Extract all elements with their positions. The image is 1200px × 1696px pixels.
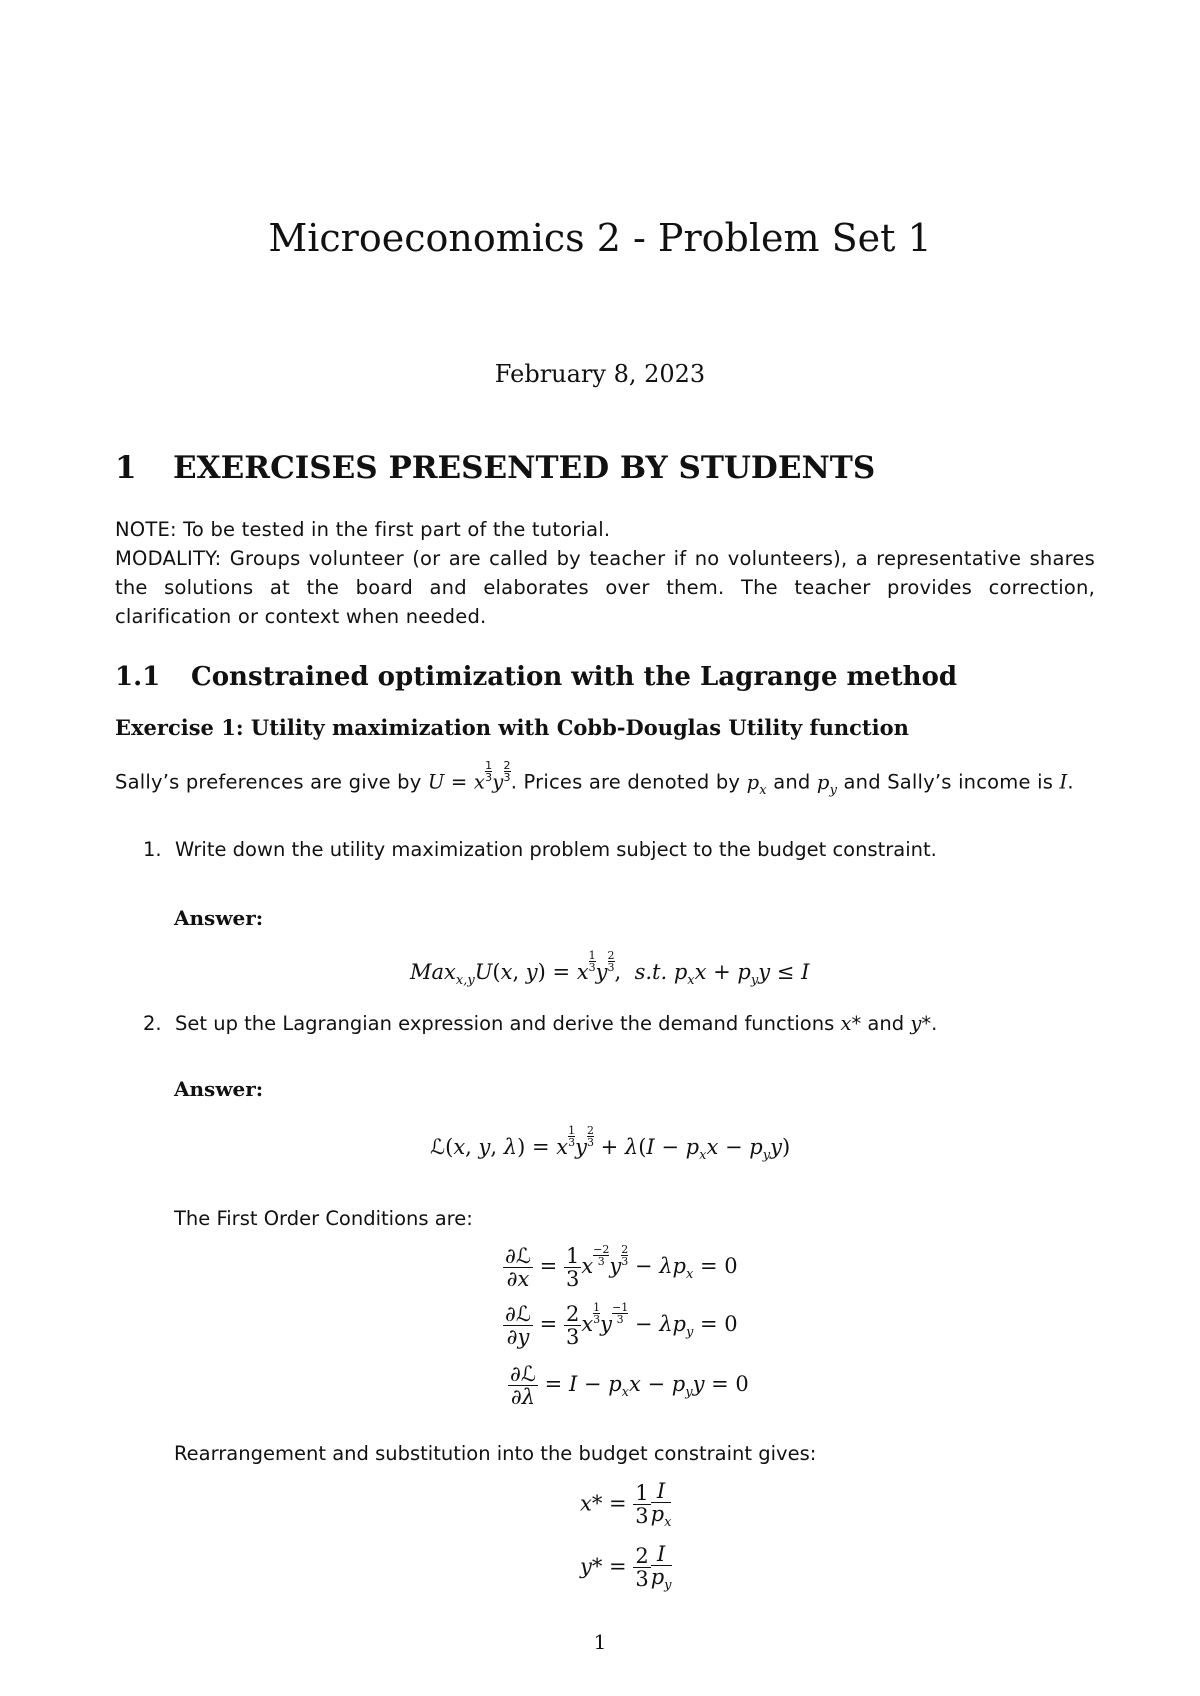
question-1: 1. Write down the utility maximization problem subject to the budget constraint. (143, 838, 937, 861)
lagrangian-expression: ℒ(x, y, λ) = x $\frac{1}{3}$ y $\frac{2}{3}$ + $\lambda(I - p_xx - p_yy)$ (430, 1124, 791, 1164)
document-title: Microeconomics 2 - Problem Set 1 (268, 216, 932, 260)
foc-x: $\frac{\text{∂ℒ}}{\partial x}$ = $\frac{1}{3}$ x $\frac{-2}{3}$ y $\frac{2}{3}$ − $\lambda p_x = 0$ (505, 1243, 738, 1291)
section-number: 1 (115, 450, 137, 486)
demand-x: x* = $\frac{1}{3}$ $\frac{I}{p_x}$ (580, 1479, 672, 1531)
demand-y: y* = $\frac{2}{3}$ $\frac{I}{p_y}$ (580, 1542, 672, 1594)
foc-lambda: $\frac{\text{∂ℒ}}{\partial\lambda}$ = $I - p_xx - p_yy = 0$ (510, 1362, 749, 1410)
answer-label-1: Answer: (174, 906, 264, 930)
foc-intro: The First Order Conditions are: (174, 1207, 473, 1230)
section-title: EXERCISES PRESENTED BY STUDENTS (173, 450, 876, 486)
exercise-heading: Exercise 1: Utility maximization with Cobb-Douglas Utility function (115, 715, 909, 740)
question-2: 2. Set up the Lagrangian expression and derive the demand functions x* and y*. (143, 1012, 938, 1035)
subsection-number: 1.1 (115, 662, 161, 692)
subsection-title: Constrained optimization with the Lagrange method (191, 662, 958, 692)
section-heading (115, 450, 875, 486)
exercise-intro: Sally’s preferences are give by U = x $\frac{1}{3}$ y $\frac{2}{3}$ . Prices are denoted by $p_x$ and $p_y$ and Sally’s income is I. (115, 759, 1074, 798)
document-date: February 8, 2023 (494, 360, 706, 388)
subsection-heading (115, 662, 957, 692)
page-number: 1 (593, 1630, 607, 1654)
answer-label-2: Answer: (174, 1077, 264, 1101)
modality-paragraph: MODALITY: Groups volunteer (or are called by teacher if no volunteers), a representative shares the solutions at the board and elaborates over them. The teacher provides correction, clarification or context when needed. (115, 547, 1095, 628)
rearrangement-intro: Rearrangement and substitution into the budget constraint gives: (174, 1442, 817, 1465)
note-paragraph: NOTE: To be tested in the first part of the tutorial. (115, 518, 611, 541)
utility-max-problem: Max$_{x,y}$U(x, y) = x $\frac{1}{3}$ y $\frac{2}{3}$ , s.t. $p_xx + p_yy \le I$ (410, 949, 810, 989)
foc-y: $\frac{\text{∂ℒ}}{\partial y}$ = $\frac{2}{3}$ x $\frac{1}{3}$ y $\frac{-1}{3}$ − $\lambda p_y = 0$ (505, 1301, 738, 1349)
